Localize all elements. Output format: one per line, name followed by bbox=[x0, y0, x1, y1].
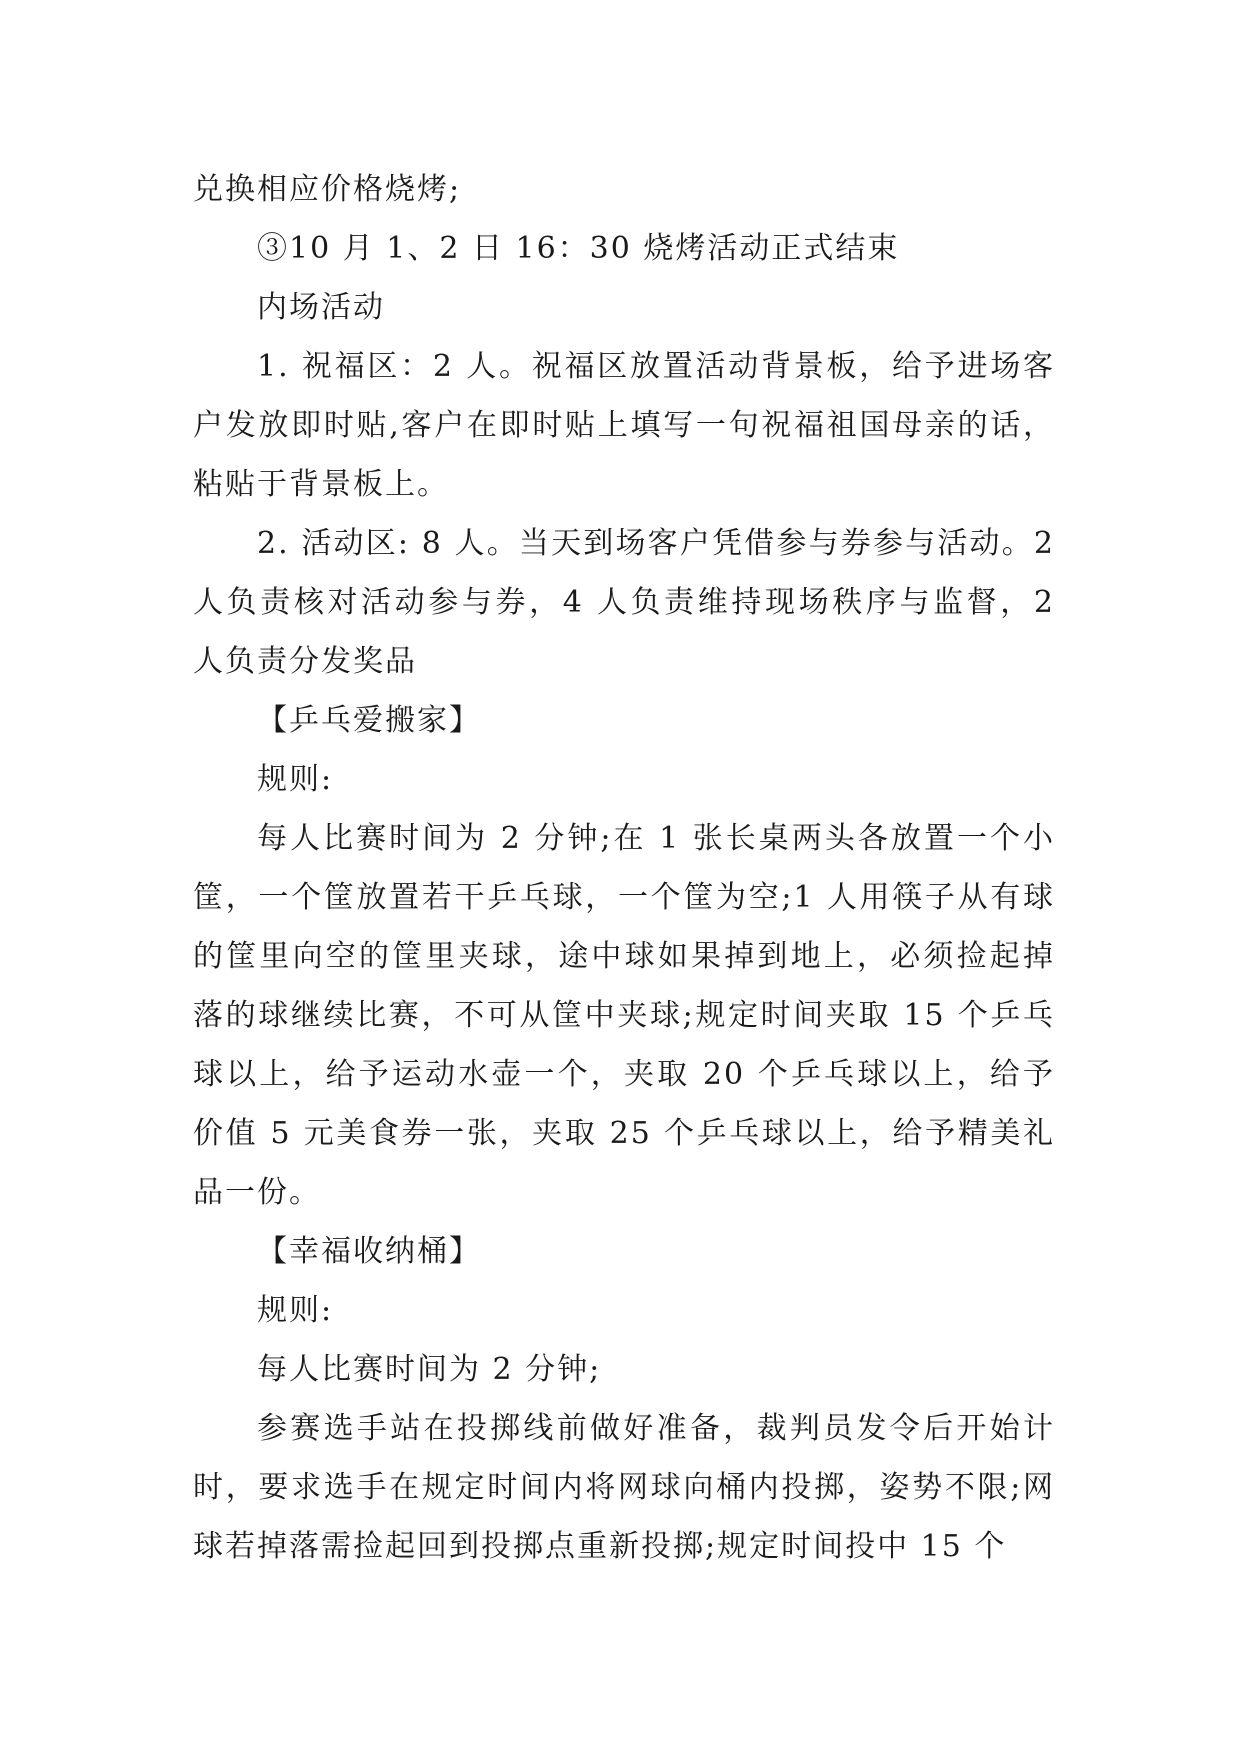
rules-label-pingpong: 规则: bbox=[257, 762, 334, 797]
section-title-bucket: 【幸福收纳桶】 bbox=[257, 1234, 481, 1269]
paragraph-bucket-time: 每人比赛时间为 2 分钟; bbox=[257, 1352, 602, 1387]
paragraph-continuation: 兑换相应价格烧烤; bbox=[193, 172, 462, 207]
document-page bbox=[193, 160, 1055, 1576]
paragraph-bucket-rules: 参赛选手站在投掷线前做好准备，裁判员发令后开始计时，要求选手在规定时间内将网球向桶内投掷，姿势不限;网球若掉落需捡起回到投掷点重新投掷;规定时间投中 15 个 bbox=[193, 1411, 1055, 1564]
section-title-pingpong: 【乒乓爱搬家】 bbox=[257, 703, 481, 738]
paragraph-activity-area: 2. 活动区: 8 人。当天到场客户凭借参与券参与活动。2 人负责核对活动参与券，4 人负责维持现场秩序与监督，2 人负责分发奖品 bbox=[193, 526, 1055, 679]
paragraph-bbq-end: ③10 月 1、2 日 16：30 烧烤活动正式结束 bbox=[257, 231, 900, 266]
paragraph-blessing-area: 1. 祝福区：2 人。祝福区放置活动背景板，给予进场客户发放即时贴,客户在即时贴上填写一句祝福祖国母亲的话，粘贴于背景板上。 bbox=[193, 349, 1055, 502]
paragraph-pingpong-rules: 每人比赛时间为 2 分钟;在 1 张长桌两头各放置一个小筐，一个筐放置若干乒乓球，一个筐为空;1 人用筷子从有球的筐里向空的筐里夹球，途中球如果掉到地上，必须捡起掉落的球继续比赛，不可从筐中夹球;规定时间夹取 15 个乒乓球以上，给予运动水壶一个，夹取 20 个乒乓球以上，给予价值 5 元美食券一张，夹取 25 个乒乓球以上，给予精美礼品一份。 bbox=[193, 821, 1055, 1210]
rules-label-bucket: 规则: bbox=[257, 1293, 334, 1328]
paragraph-indoor-heading: 内场活动 bbox=[257, 290, 385, 325]
